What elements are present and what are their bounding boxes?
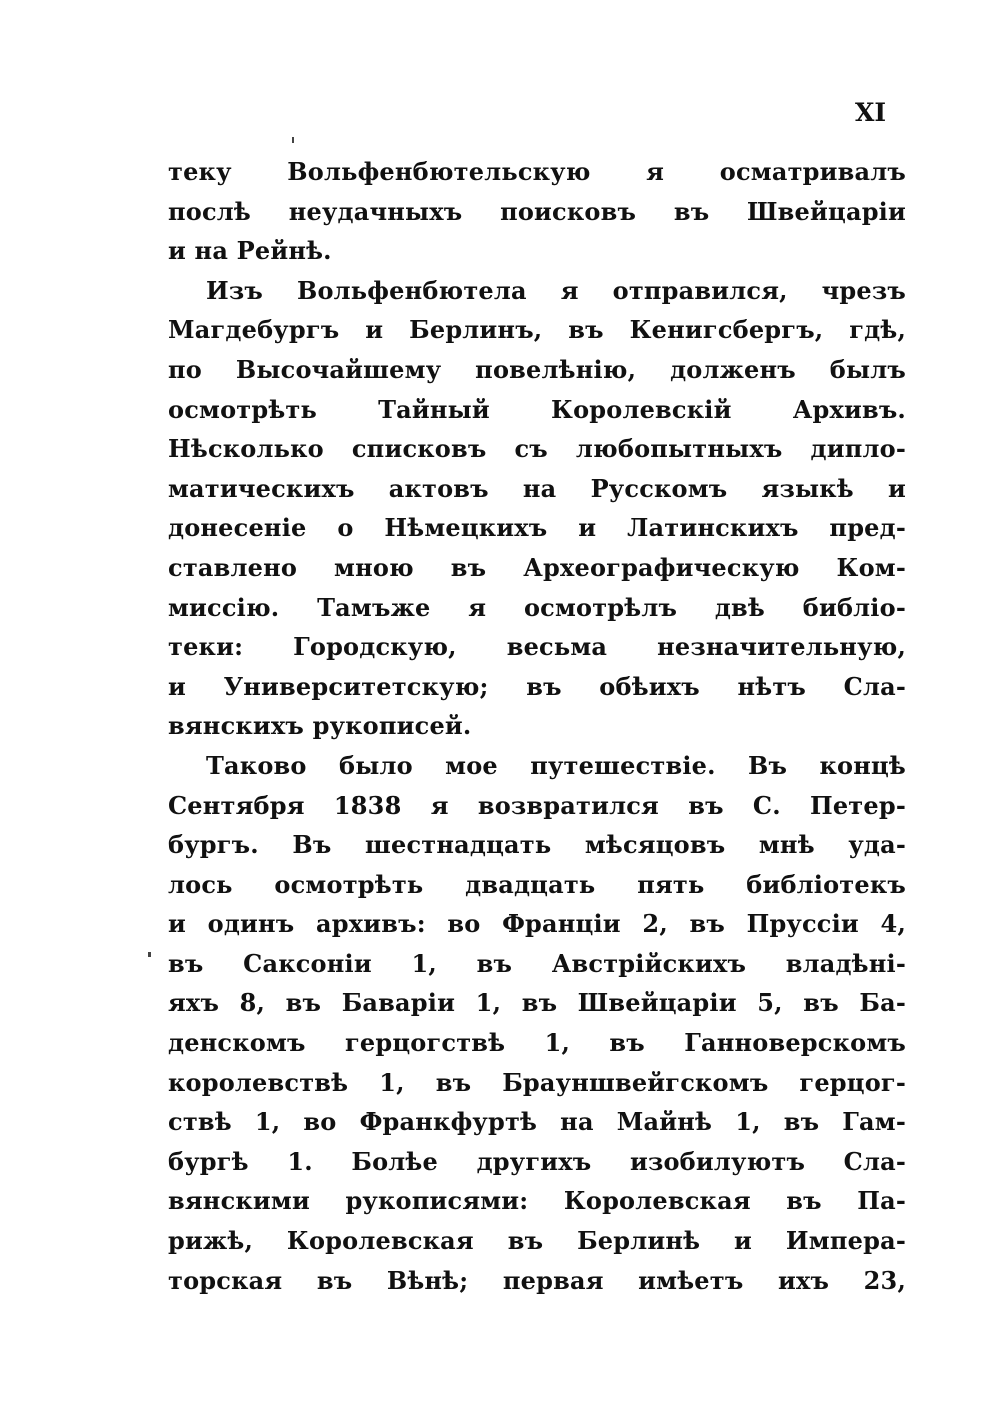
text-line: ствѣ 1, во Франкфуртѣ на Майнѣ 1, въ Гам- (168, 1107, 906, 1137)
text-line: Сентября 1838 я возвратился въ С. Петер- (168, 790, 906, 820)
text-line: по Высочайшему повелѣнію, долженъ былъ (168, 354, 906, 384)
text-line: ставлено мною въ Археографическую Ком- (168, 552, 906, 582)
text-line: и одинъ архивъ: во Франціи 2, въ Пруссіи 4, (168, 909, 906, 939)
text-line: денскомъ герцогствѣ 1, въ Ганноверскомъ (168, 1028, 906, 1058)
text-line: донесеніе о Нѣмецкихъ и Латинскихъ пред- (168, 513, 906, 543)
scan-speck (292, 137, 294, 143)
text-line: матическихъ актовъ на Русскомъ языкѣ и (168, 473, 906, 503)
body-text (168, 152, 906, 1300)
text-line: въ Саксоніи 1, въ Австрійскихъ владѣні- (168, 948, 906, 978)
text-line: Магдебургъ и Берлинъ, въ Кенигсбергъ, гдѣ, (168, 315, 906, 345)
text-line: теку Вольфенбютельскую я осматривалъ (168, 157, 906, 186)
text-line: рижѣ, Королевская въ Берлинѣ и Импера- (168, 1226, 906, 1256)
text-line: бургъ. Въ шестнадцать мѣсяцовъ мнѣ уда- (168, 830, 906, 860)
text-line: вянскихъ рукописей. (168, 711, 472, 741)
paragraph-start: Изъ Вольфенбютела я отправился, чрезъ (206, 275, 906, 305)
text-line: торская въ Вѣнѣ; первая имѣетъ ихъ 23, (168, 1265, 906, 1295)
text-line: Нѣсколько списковъ съ любопытныхъ дипло- (168, 434, 906, 464)
text-line: бургѣ 1. Болѣе другихъ изобилуютъ Сла- (168, 1146, 906, 1176)
text-line: послѣ неудачныхъ поисковъ въ Швейцаріи (168, 196, 906, 226)
text-line: королевствѣ 1, въ Брауншвейгскомъ герцог- (168, 1067, 906, 1097)
scan-speck (148, 952, 151, 957)
text-line: яхъ 8, въ Баваріи 1, въ Швейцаріи 5, въ Ба- (168, 988, 906, 1018)
text-line: миссію. Тамъже я осмотрѣлъ двѣ библіо- (168, 592, 906, 622)
text-line: и Университетскую; въ обѣихъ нѣтъ Сла- (168, 671, 906, 701)
page-number: XI (855, 98, 887, 127)
text-line: вянскими рукописями: Королевская въ Па- (168, 1186, 906, 1216)
text-line: теки: Городскую, весьма незначительную, (168, 632, 906, 662)
text-line: лось осмотрѣть двадцать пять библіотекъ (168, 869, 906, 899)
text-line: осмотрѣть Тайный Королевскій Архивъ. (168, 394, 906, 424)
paragraph-start: Таково было мое путешествіе. Въ концѣ (206, 750, 906, 780)
text-line: и на Рейнѣ. (168, 236, 332, 266)
